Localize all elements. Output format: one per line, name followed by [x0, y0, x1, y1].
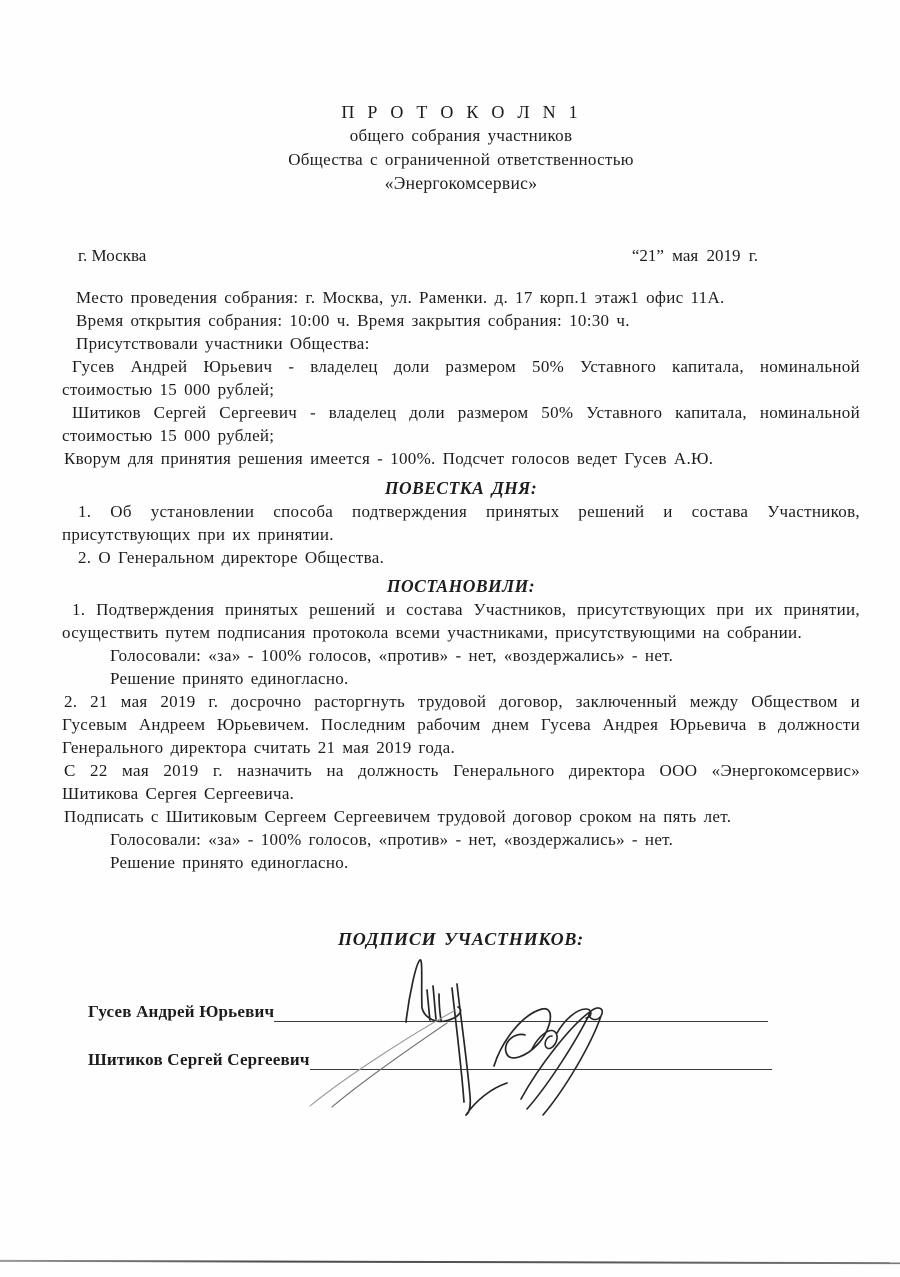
participant-gusev-line: Гусев Андрей Юрьевич - владелец доли размером 50% Уставного капитала, номинальной стоимостью 15 000 рублей;	[62, 357, 860, 399]
place-date-row	[62, 246, 860, 269]
signatory-name-gusev: Гусев Андрей Юрьевич	[88, 1002, 275, 1021]
decision-unanimous-2: Решение принято единогласно.	[110, 853, 349, 872]
resolutions-section	[62, 575, 860, 874]
meeting-time-line: Время открытия собрания: 10:00 ч. Время закрытия собрания: 10:30 ч.	[76, 311, 630, 330]
resolutions-heading: ПОСТАНОВИЛИ:	[386, 576, 536, 596]
meeting-date: “21” мая 2019 г.	[631, 246, 758, 265]
company-name: «Энергокомсервис»	[384, 173, 538, 193]
agenda-item-2: 2. О Генеральном директоре Общества.	[78, 548, 385, 567]
attendees-label: Присутствовали участники Общества:	[76, 334, 370, 353]
signature-ink-mid-diagonal	[332, 1023, 447, 1107]
resolution-item-2-contract: Подписать с Шитиковым Сергеем Сергеевичем трудовой договор сроком на пять лет.	[64, 807, 732, 826]
document-subtitle-company-type: Общества с ограниченной ответственностью	[288, 149, 634, 169]
document-title-block	[62, 100, 860, 195]
signature-ink-vertical-strokes	[452, 984, 507, 1115]
agenda-item-1: 1. Об установлении способа подтверждения принятых решений и состава Участников, присутствующих при их принятии.	[62, 502, 860, 544]
document-title: П Р О Т О К О Л N 1	[341, 102, 581, 122]
resolution-item-2-appointment: С 22 мая 2019 г. назначить на должность Генерального директора ООО «Энергокомсервис» Шитикова Сергея Сергеевича.	[62, 761, 860, 803]
meeting-city: г. Москва	[78, 246, 147, 265]
meeting-place-line: Место проведения собрания: г. Москва, ул. Раменки. д. 17 корп.1 этаж1 офис 11А.	[76, 288, 725, 307]
resolution-item-2-termination: 2. 21 мая 2019 г. досрочно расторгнуть трудовой договор, заключенный между Обществом и Гусевым Андреем Юрьевичем. Последним рабочим днем Гусева Андрея Юрьевича в должности Генерального директора считать 21 мая 2019 года.	[62, 692, 860, 757]
vote-result-2: Голосовали: «за» - 100% голосов, «против» - нет, «воздержались» - нет.	[110, 830, 674, 849]
decision-unanimous-1: Решение принято единогласно.	[110, 669, 349, 688]
signatures-heading: ПОДПИСИ УЧАСТНИКОВ:	[338, 929, 584, 949]
agenda-section	[62, 477, 860, 569]
vote-result-1: Голосовали: «за» - 100% голосов, «против» - нет, «воздержались» - нет.	[110, 646, 674, 665]
scan-edge-artifact	[0, 1260, 900, 1264]
handwritten-signatures	[280, 948, 660, 1148]
signatory-name-shitikov: Шитиков Сергей Сергеевич	[88, 1050, 310, 1069]
meeting-details-block	[62, 286, 860, 470]
participant-shitikov-line: Шитиков Сергей Сергеевич - владелец доли размером 50% Уставного капитала, номинальной стоимостью 15 000 рублей;	[62, 403, 860, 445]
resolution-item-1: 1. Подтверждения принятых решений и состава Участников, присутствующих при их принятии, осуществить путем подписания протокола всеми участниками, присутствующими на собрании.	[62, 600, 860, 642]
signature-ink-flourish-tails	[521, 1008, 602, 1115]
signature-ink-flourish-loop	[494, 1009, 550, 1066]
agenda-heading: ПОВЕСТКА ДНЯ:	[384, 478, 538, 498]
quorum-line: Кворум для принятия решения имеется - 100%. Подсчет голосов ведет Гусев А.Ю.	[64, 449, 714, 468]
signature-ink-light-diagonal	[310, 1011, 454, 1106]
document-subtitle-meeting: общего собрания участников	[349, 126, 573, 145]
